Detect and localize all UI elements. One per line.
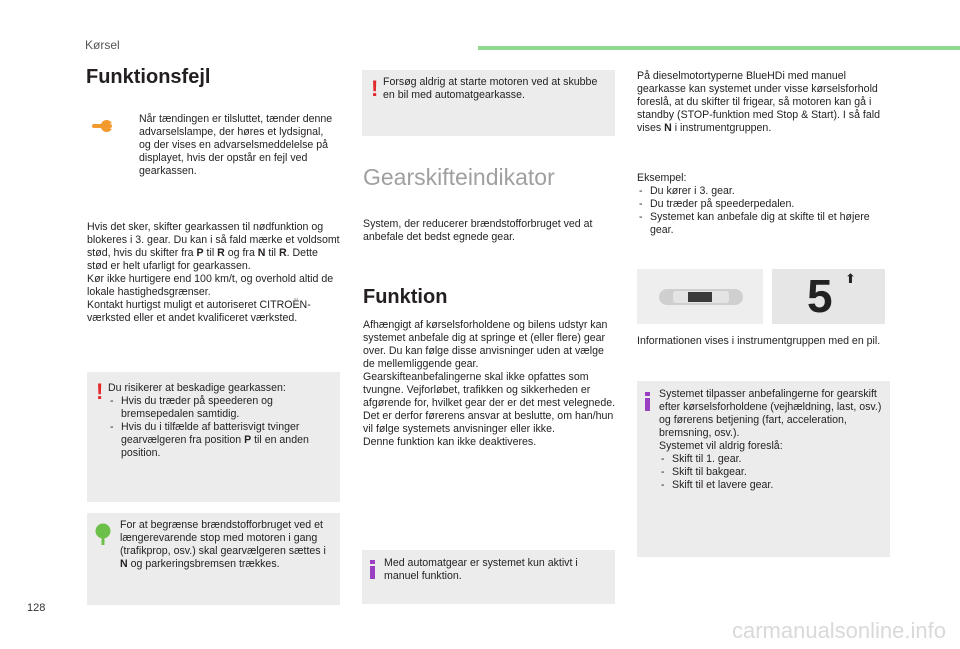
info-box-text: Med automatgear er systemet kun aktivt i manuel funktion. <box>384 557 578 582</box>
fault-paragraph: Hvis det sker, skifter gearkassen til nødfunktion og blokeres i 3. gear. Du kan i så fald mærke et voldsomt stød, hvis du skifter fra P til R og fra N til R. Dette stød er helt ufarligt for gearkassen. Kør ikke hurtigere end 100 km/t, og overhold altid de lokale hastighedsgrænser. Kontakt hurtigst muligt et autoriseret CITROËN-værksted eller et andet kvalificeret værksted. <box>87 221 340 324</box>
eco-tip-text: For at begrænse brændstofforbruget ved et længerevarende stop med motoren i gang (trafikprop, osv.) skal gearvælgeren sættes i N og parkeringsbremsen trækkes. <box>120 519 326 570</box>
list-item: - Du træder på speederpedalen. <box>637 198 887 211</box>
example-title: Eksempel: <box>637 172 687 184</box>
title-gearskifteindikator: Gearskifteindikator <box>363 164 555 190</box>
arrow-info-text: Informationen vises i instrumentgruppen med en pil. <box>637 335 881 347</box>
warning-box-text: Forsøg aldrig at starte motoren ved at skubbe en bil med automatgearkasse. <box>383 76 598 101</box>
list-item: - Systemet kan anbefale dig at skifte til et højere gear. <box>637 211 887 237</box>
info-box-text: Systemet tilpasser anbefalingerne for gearskift efter kørselsforholdene (vejhældning, last, osv.) og førerens betjening (fart, acceleration, bremsning, osv.). Systemet vil aldrig foreslå: - Skift til 1. gear. - Skift til bakgear. - Skift til et lavere gear. <box>659 388 884 492</box>
warning-exclamation-icon: ! <box>96 379 104 404</box>
title-funktionsfejl: Funktionsfejl <box>86 66 211 88</box>
list-item: - Skift til 1. gear. <box>659 453 884 466</box>
example-block <box>637 172 887 237</box>
info-icon <box>645 392 650 411</box>
lamp-description: Når tændingen er tilsluttet, tænder denne advarselslampe, der høres et lydsignal, og der vises en advarselsmeddelelse på displayet, hvis der opstår en fejl ved gearkassen. <box>139 113 333 177</box>
warning-box-gearbox <box>87 372 340 502</box>
list-item: - Skift til et lavere gear. <box>659 479 884 492</box>
eco-tree-icon <box>93 523 113 545</box>
info-icon <box>370 560 375 579</box>
warning-exclamation-icon: ! <box>371 76 379 101</box>
warning-box-text: Du risikerer at beskadige gearkassen: - Hvis du træder på speederen og bremsepedalen samtidig. - Hvis du i tilfælde af batterisvigt tvinger gearvælgeren fra position P til en anden position. <box>108 382 334 460</box>
funktion-paragraph: Afhængigt af kørselsforholdene og bilens udstyr kan systemet anbefale dig at springe et (eller flere) gear over. Du kan følge disse anvisninger uden at vælge de mellemliggende gear. Gearskifteanbefalingerne skal ikke opfattes som tvungne. Vejforløbet, trafikken og sikkerheden er afgørende for, hvilket gear der er det mest velegnede. Det er derfor førerens ansvar at beslutte, om han/hun vil følge systemets anvisninger eller ikke. Denne funktion kan ikke deaktiveres. <box>363 319 616 448</box>
gear-display <box>772 269 885 324</box>
info-box-adapt <box>637 381 890 557</box>
list-item: - Du kører i 3. gear. <box>637 185 887 198</box>
gear-indicator-intro: System, der reducerer brændstofforbruget ved at anbefale det bedst egnede gear. <box>363 218 593 243</box>
footer-watermark: carmanualsonline.info <box>731 618 946 643</box>
list-item: - Skift til bakgear. <box>659 466 884 479</box>
header-accent-bar <box>478 46 960 50</box>
eco-tip-box <box>87 513 340 605</box>
recommended-gear: 5 <box>807 270 833 322</box>
instrument-illustration <box>637 269 763 324</box>
list-item: - Hvis du i tilfælde af batterisvigt tvinger gearvælgeren fra position P til en anden position. <box>108 421 334 460</box>
diesel-paragraph: På dieselmotortyperne BlueHDi med manuel gearkasse kan systemet under visse kørselsforhold foreslå, at du skifter til frigear, så motoren kan gå i standby (STOP-funktion med Stop & Start). I så fald vises N i instrumentgruppen. <box>637 70 880 134</box>
wrench-warning-icon <box>92 117 122 133</box>
list-item: - Hvis du træder på speederen og bremsepedalen samtidig. <box>108 395 334 421</box>
upshift-arrow-icon: ⬆ <box>845 271 856 286</box>
section-header: Kørsel <box>85 38 120 52</box>
info-box-automatic <box>362 550 615 604</box>
page-number: 128 <box>27 602 46 614</box>
warning-box-push-start <box>362 70 615 136</box>
subtitle-funktion: Funktion <box>363 286 448 308</box>
